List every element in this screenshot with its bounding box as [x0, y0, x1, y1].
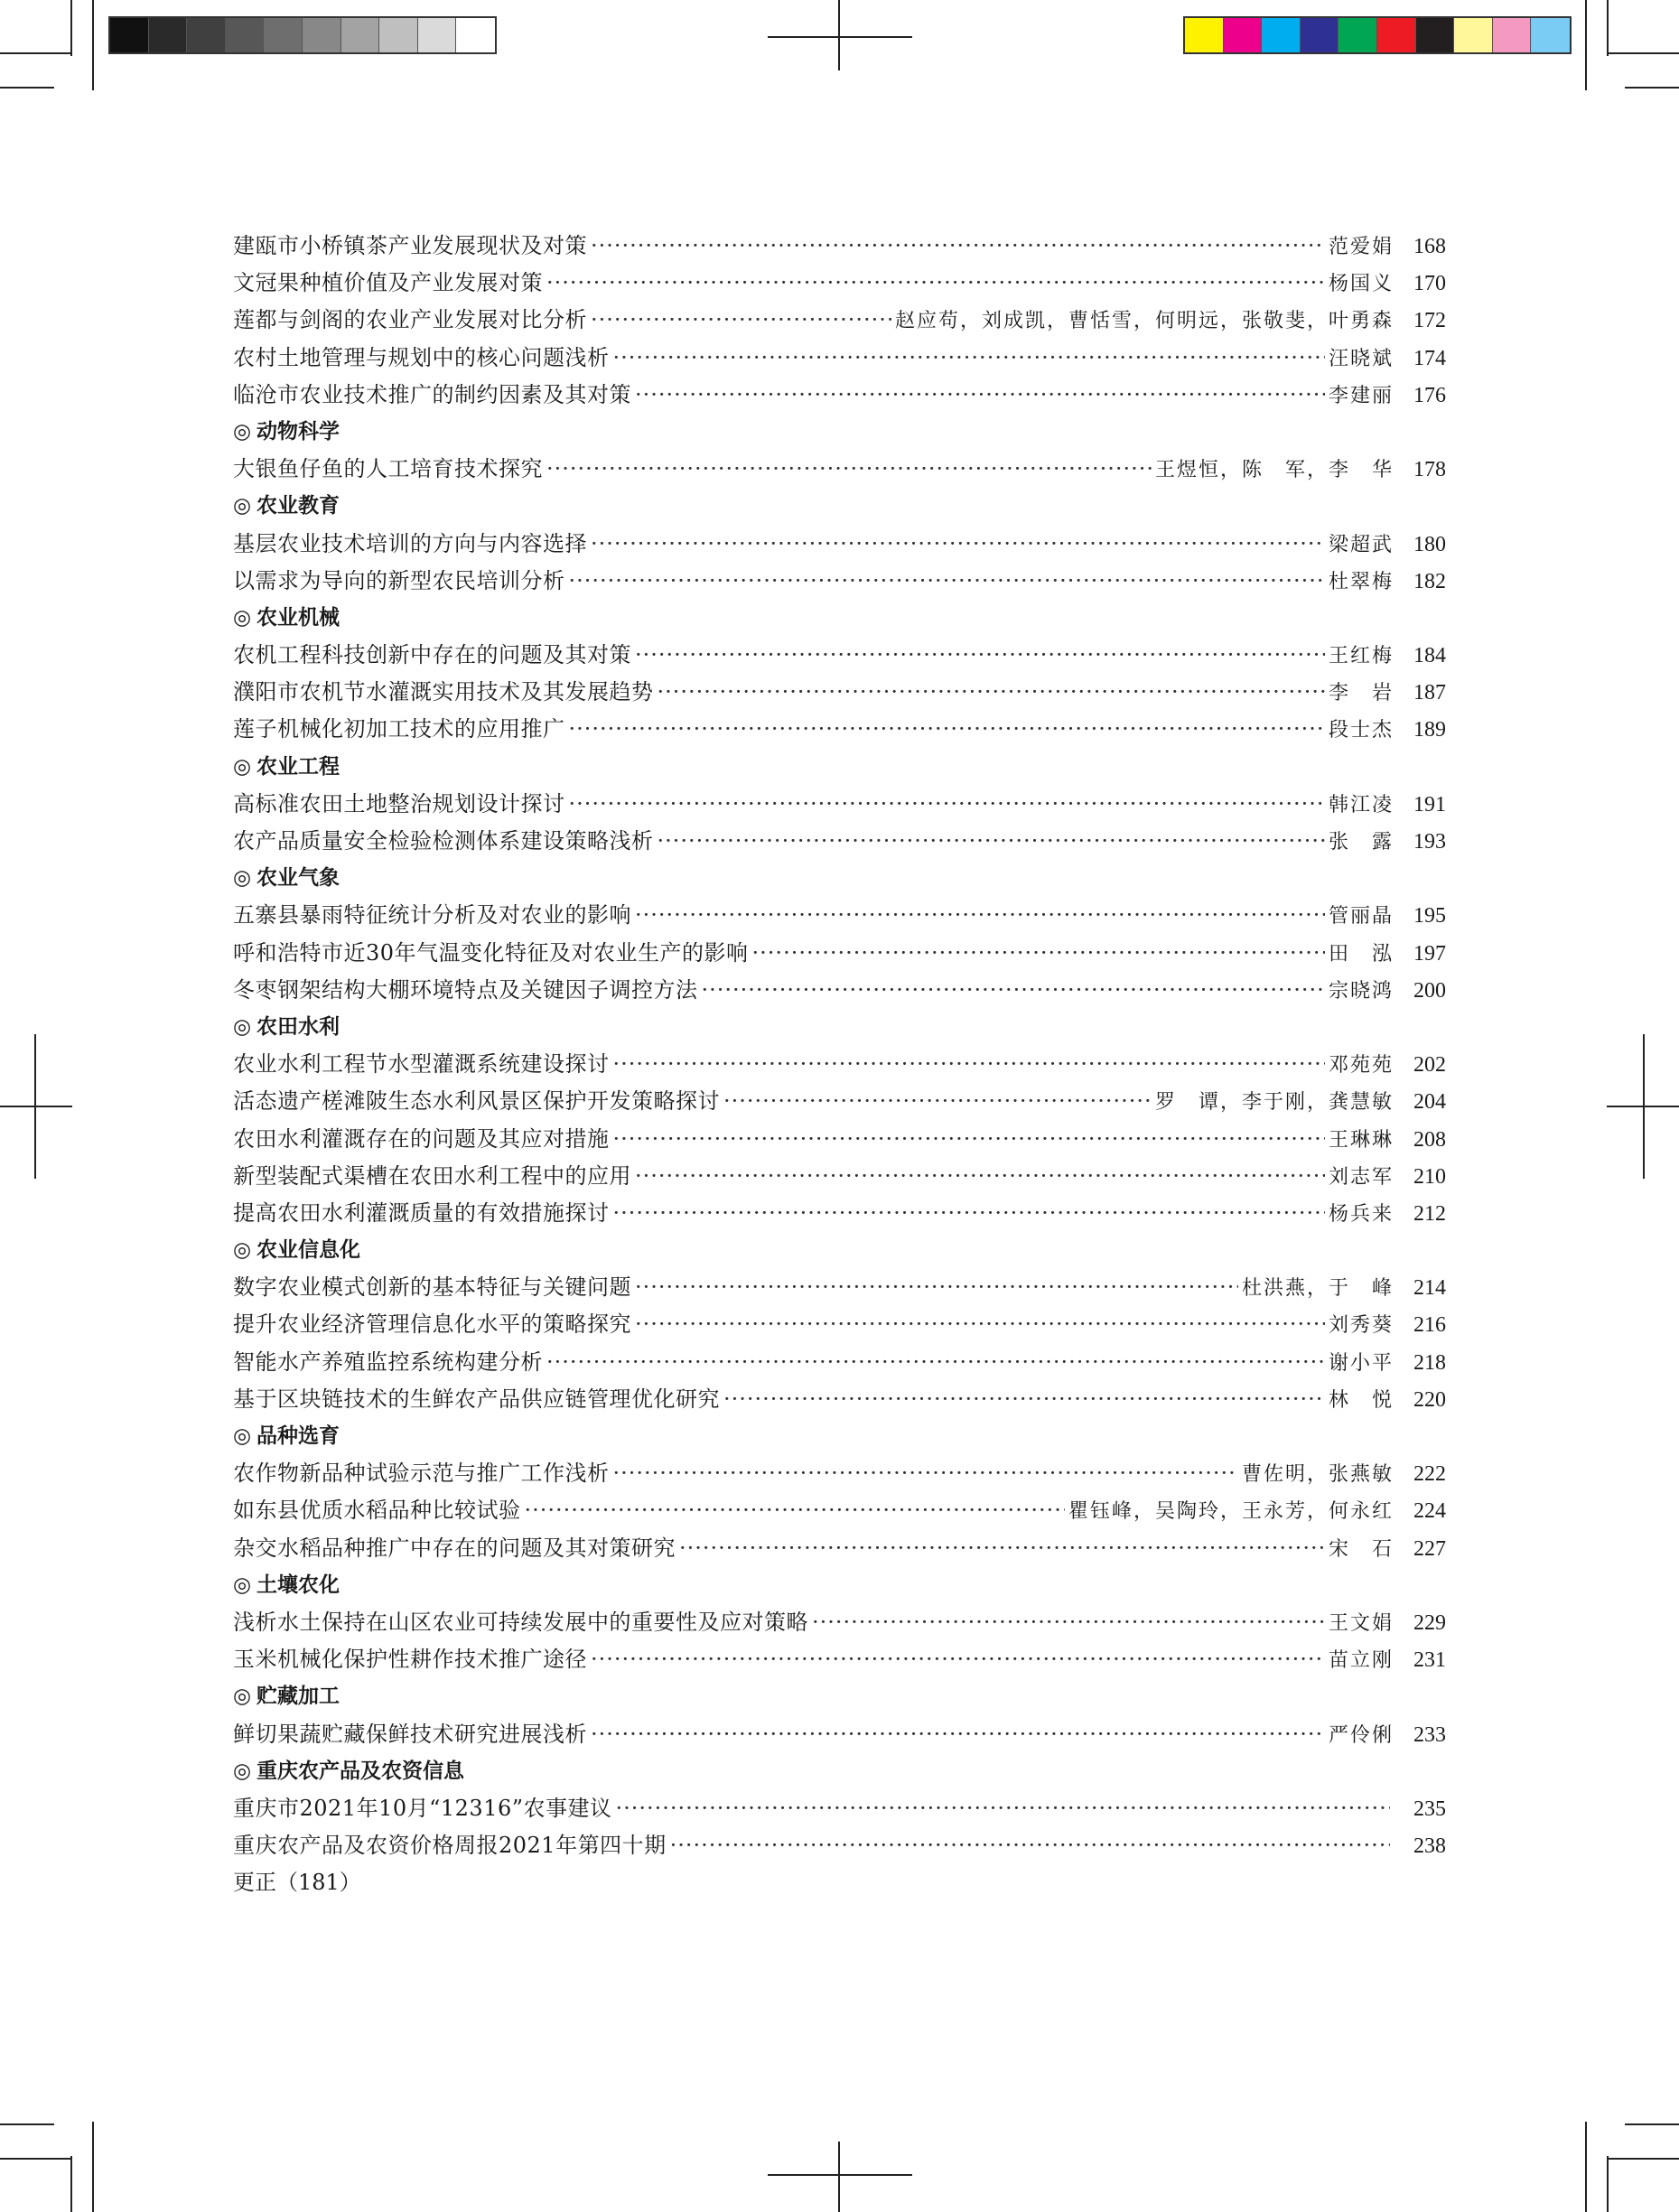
- color-swatch: [1224, 18, 1263, 52]
- page-number: 170: [1413, 272, 1446, 296]
- article-title: 鲜切果蔬贮藏保鲜技术研究进展浅析: [233, 1721, 587, 1747]
- gray-swatch: [456, 18, 495, 52]
- page-number: 197: [1413, 941, 1446, 966]
- article-title: 建瓯市小桥镇茶产业发展现状及对策: [233, 233, 587, 258]
- page-number: 233: [1413, 1722, 1446, 1747]
- article-authors: 谢小平: [1328, 1351, 1394, 1375]
- article-title: 提升农业经济管理信息化水平的策略探究: [233, 1311, 631, 1338]
- section-marker: ◎: [233, 419, 252, 443]
- dot-leader: [635, 1158, 1325, 1195]
- toc-entry: [233, 1344, 1446, 1381]
- dot-leader: [613, 340, 1325, 377]
- toc-entry: [233, 1269, 1446, 1306]
- article-title: 高标准农田土地整治规划设计探讨: [233, 790, 565, 817]
- toc-entry: [233, 1158, 1446, 1195]
- toc-entry: [233, 1716, 1446, 1753]
- article-authors: 林 悦: [1328, 1388, 1394, 1412]
- section-label: 动物科学: [257, 419, 340, 443]
- article-title: 农机工程科技创新中存在的问题及其对策: [233, 642, 631, 668]
- article-authors: 段士杰: [1328, 719, 1394, 742]
- dot-leader: [702, 972, 1325, 1009]
- section-label: 品种选育: [257, 1424, 340, 1448]
- toc-entry: [233, 228, 1446, 265]
- article-title: 杂交水稻品种推广中存在的问题及其对策研究: [233, 1535, 676, 1561]
- toc-entry: [233, 302, 1446, 339]
- color-swatch: [1377, 18, 1416, 52]
- toc-entry: [233, 786, 1446, 823]
- dot-leader: [812, 1604, 1325, 1641]
- page-number: 222: [1413, 1462, 1446, 1487]
- toc-entry: [233, 1530, 1446, 1567]
- article-title: 莲子机械化初加工技术的应用推广: [233, 716, 565, 742]
- page-number: 208: [1413, 1127, 1446, 1152]
- gray-swatch: [226, 18, 265, 52]
- toc-entry: [233, 1604, 1446, 1641]
- gray-swatch: [341, 18, 380, 52]
- table-of-contents: [233, 228, 1446, 1901]
- dot-leader: [635, 637, 1325, 674]
- section-marker: ◎: [233, 1685, 252, 1709]
- toc-entry: [233, 1306, 1446, 1343]
- article-title: 以需求为导向的新型农民培训分析: [233, 567, 565, 593]
- dot-leader: [752, 935, 1325, 972]
- section-marker: ◎: [233, 1238, 252, 1263]
- article-title: 活态遗产槎滩陂生态水利风景区保护开发策略探讨: [233, 1088, 720, 1115]
- dot-leader: [546, 451, 1152, 488]
- article-authors: 刘秀葵: [1328, 1314, 1394, 1338]
- article-title: 如东县优质水稻品种比较试验: [233, 1498, 521, 1524]
- article-title: 农业水利工程节水型灌溉系统建设探讨: [233, 1051, 610, 1078]
- toc-entry: [233, 1455, 1446, 1492]
- page-number: 216: [1413, 1313, 1446, 1338]
- toc-entry: [233, 823, 1446, 860]
- section-heading: [233, 1753, 1446, 1790]
- toc-entry: [233, 526, 1446, 563]
- correction-note: 更正（181）: [233, 1870, 361, 1896]
- section-marker: ◎: [233, 866, 252, 891]
- gray-swatch: [264, 18, 303, 52]
- section-heading: [233, 488, 1446, 525]
- dot-leader: [569, 563, 1325, 600]
- dot-leader: [569, 711, 1325, 748]
- page-number: 187: [1413, 681, 1446, 705]
- page-number: 191: [1413, 792, 1446, 817]
- color-swatch: [1531, 18, 1570, 52]
- page-number: 204: [1413, 1090, 1446, 1115]
- color-swatch: [1339, 18, 1377, 52]
- section-label: 农业气象: [257, 866, 340, 891]
- dot-leader: [723, 1083, 1152, 1120]
- toc-entry: [233, 637, 1446, 674]
- toc-entry: [233, 563, 1446, 600]
- page-number: 189: [1413, 718, 1446, 742]
- toc-entry: [233, 1492, 1446, 1529]
- page-number: 214: [1413, 1276, 1446, 1301]
- article-authors: 邓苑苑: [1328, 1054, 1394, 1078]
- toc-entry: [233, 897, 1446, 934]
- article-authors: 李 岩: [1328, 682, 1394, 705]
- section-heading: [233, 1418, 1446, 1455]
- toc-entry: [233, 1827, 1446, 1864]
- color-swatch: [1301, 18, 1339, 52]
- section-marker: ◎: [233, 1424, 252, 1448]
- article-title: 文冠果种植价值及产业发展对策: [233, 270, 543, 296]
- page-number: 178: [1413, 458, 1446, 482]
- page-number: 220: [1413, 1387, 1446, 1412]
- page-number: 176: [1413, 383, 1446, 407]
- article-title: 冬枣钢架结构大棚环境特点及关键因子调控方法: [233, 976, 698, 1003]
- toc-entry: [233, 674, 1446, 711]
- section-label: 土壤农化: [257, 1573, 340, 1597]
- section-heading: [233, 600, 1446, 637]
- article-title: 提高农田水利灌溉质量的有效措施探讨: [233, 1199, 610, 1226]
- section-label: 贮藏加工: [257, 1685, 340, 1709]
- section-heading: [233, 1567, 1446, 1604]
- article-title: 新型装配式渠槽在农田水利工程中的应用: [233, 1162, 631, 1189]
- toc-entry: [233, 1790, 1446, 1827]
- article-authors: 王文娟: [1328, 1611, 1394, 1635]
- article-authors: 李建丽: [1328, 384, 1394, 407]
- section-label: 农业信息化: [257, 1238, 360, 1263]
- dot-leader: [591, 302, 891, 339]
- article-authors: 范爱娟: [1328, 236, 1394, 258]
- article-authors: 汪晓斌: [1328, 347, 1394, 370]
- page-number: 210: [1413, 1164, 1446, 1189]
- article-authors: 张 露: [1328, 831, 1394, 854]
- article-authors: 管丽晶: [1328, 905, 1394, 929]
- article-authors: 王琳琳: [1328, 1128, 1394, 1152]
- article-title: 呼和浩特市近30年气温变化特征及对农业生产的影响: [233, 939, 749, 966]
- page-number: 174: [1413, 346, 1446, 370]
- section-heading: [233, 749, 1446, 786]
- page-number: 231: [1413, 1648, 1446, 1673]
- article-authors: 韩江凌: [1328, 793, 1394, 817]
- article-authors: 瞿钰峰，吴陶玲，王永芳，何永红: [1068, 1500, 1394, 1524]
- gray-swatch: [110, 18, 149, 52]
- article-authors: 罗 谭，李于刚，龚慧敏: [1154, 1091, 1394, 1115]
- article-title: 重庆市2021年10月“12316”农事建议: [233, 1795, 612, 1821]
- toc-entry: [233, 451, 1446, 488]
- section-marker: ◎: [233, 1014, 252, 1039]
- dot-leader: [613, 1455, 1238, 1492]
- article-authors: 曹佐明，张燕敏: [1241, 1463, 1394, 1487]
- page-number: 202: [1413, 1053, 1446, 1078]
- article-title: 数字农业模式创新的基本特征与关键问题: [233, 1274, 631, 1301]
- article-authors: 刘志军: [1328, 1165, 1394, 1189]
- toc-entry: [233, 972, 1446, 1009]
- dot-leader: [635, 1306, 1325, 1343]
- article-title: 基层农业技术培训的方向与内容选择: [233, 530, 587, 556]
- color-swatch: [1493, 18, 1532, 52]
- dot-leader: [635, 377, 1325, 414]
- dot-leader: [591, 228, 1325, 265]
- section-marker: ◎: [233, 754, 252, 779]
- toc-entry: [233, 711, 1446, 748]
- dot-leader: [525, 1492, 1065, 1529]
- page-number: 172: [1413, 309, 1446, 333]
- article-title: 五寨县暴雨特征统计分析及对农业的影响: [233, 902, 631, 929]
- dot-leader: [591, 1716, 1325, 1753]
- toc-entry: [233, 1381, 1446, 1418]
- page-number: 218: [1413, 1350, 1446, 1375]
- color-calibration-strip: [1183, 16, 1572, 54]
- article-title: 莲都与剑阁的农业产业发展对比分析: [233, 307, 587, 333]
- dot-leader: [591, 526, 1325, 563]
- dot-leader: [635, 1269, 1238, 1306]
- article-authors: 杜翠梅: [1328, 570, 1394, 593]
- article-authors: 杜洪燕，于 峰: [1241, 1277, 1394, 1301]
- section-heading: [233, 1678, 1446, 1715]
- article-authors: 严伶俐: [1328, 1723, 1394, 1747]
- section-marker: ◎: [233, 1573, 252, 1597]
- section-heading: [233, 414, 1446, 451]
- dot-leader: [635, 897, 1325, 934]
- article-title: 濮阳市农机节水灌溉实用技术及其发展趋势: [233, 679, 654, 705]
- dot-leader: [679, 1530, 1325, 1567]
- page-number: 184: [1413, 644, 1446, 668]
- section-label: 重庆农产品及农资信息: [257, 1759, 464, 1783]
- section-label: 农业教育: [257, 494, 340, 518]
- gray-swatch: [379, 18, 418, 52]
- dot-leader: [613, 1195, 1325, 1232]
- dot-leader: [616, 1790, 1390, 1827]
- page-number: 238: [1413, 1834, 1446, 1859]
- page-number: 182: [1413, 569, 1446, 593]
- gray-swatch: [303, 18, 341, 52]
- page-number: 227: [1413, 1536, 1446, 1561]
- article-authors: 宋 石: [1328, 1537, 1394, 1561]
- toc-entry: [233, 1121, 1446, 1158]
- gray-swatch: [418, 18, 457, 52]
- page-number: 195: [1413, 904, 1446, 929]
- article-title: 基于区块链技术的生鲜农产品供应链管理优化研究: [233, 1386, 720, 1412]
- article-title: 浅析水土保持在山区农业可持续发展中的重要性及应对策略: [233, 1609, 808, 1635]
- dot-leader: [613, 1121, 1325, 1158]
- dot-leader: [670, 1827, 1390, 1864]
- toc-entry: [233, 265, 1446, 302]
- article-title: 重庆农产品及农资价格周报2021年第四十期: [233, 1833, 667, 1859]
- dot-leader: [658, 674, 1325, 711]
- toc-entry: [233, 377, 1446, 414]
- section-heading: [233, 1232, 1446, 1269]
- toc-entry: [233, 1046, 1446, 1083]
- page-number: 235: [1413, 1797, 1446, 1821]
- article-authors: 王红梅: [1328, 645, 1394, 668]
- dot-leader: [723, 1381, 1325, 1418]
- dot-leader: [569, 786, 1325, 823]
- page-number: 229: [1413, 1610, 1446, 1635]
- article-authors: 王煜恒，陈 军，李 华: [1154, 459, 1394, 482]
- gray-swatch: [149, 18, 188, 52]
- article-title: 农产品质量安全检验检测体系建设策略浅析: [233, 828, 654, 854]
- dot-leader: [591, 1641, 1325, 1678]
- grayscale-calibration-strip: [108, 16, 497, 54]
- gray-swatch: [187, 18, 226, 52]
- page-number: 168: [1413, 235, 1446, 258]
- page-number: 180: [1413, 532, 1446, 556]
- toc-entry: [233, 1083, 1446, 1120]
- toc-entry: [233, 1641, 1446, 1678]
- color-swatch: [1416, 18, 1455, 52]
- toc-entry: [233, 935, 1446, 972]
- article-authors: 杨国义: [1328, 273, 1394, 296]
- page-number: 212: [1413, 1201, 1446, 1226]
- section-marker: ◎: [233, 1759, 252, 1783]
- section-marker: ◎: [233, 605, 252, 630]
- article-title: 农村土地管理与规划中的核心问题浅析: [233, 344, 610, 370]
- article-authors: 苗立刚: [1328, 1649, 1394, 1673]
- color-swatch: [1262, 18, 1301, 52]
- article-authors: 梁超武: [1328, 533, 1394, 556]
- article-authors: 宗晓鸿: [1328, 979, 1394, 1003]
- page-number: 193: [1413, 830, 1446, 854]
- section-marker: ◎: [233, 494, 252, 518]
- section-label: 农业工程: [257, 754, 340, 779]
- article-title: 农作物新品种试验示范与推广工作浅析: [233, 1461, 610, 1487]
- article-title: 临沧市农业技术推广的制约因素及其对策: [233, 381, 631, 407]
- toc-entry: [233, 340, 1446, 377]
- section-heading: [233, 860, 1446, 897]
- toc-entry: [233, 1195, 1446, 1232]
- article-authors: 杨兵来: [1328, 1202, 1394, 1226]
- article-authors: 田 泓: [1328, 942, 1394, 966]
- dot-leader: [613, 1046, 1325, 1083]
- section-heading: [233, 1009, 1446, 1046]
- article-title: 智能水产养殖监控系统构建分析: [233, 1349, 543, 1375]
- color-swatch: [1454, 18, 1493, 52]
- color-swatch: [1185, 18, 1224, 52]
- article-title: 农田水利灌溉存在的问题及其应对措施: [233, 1125, 610, 1152]
- page-number: 224: [1413, 1499, 1446, 1524]
- dot-leader: [546, 1344, 1325, 1381]
- article-authors: 赵应苟，刘成凯，曹恬雪，何明远，张敬斐，叶勇森: [894, 310, 1394, 333]
- dot-leader: [546, 265, 1325, 302]
- page-number: 200: [1413, 978, 1446, 1003]
- section-label: 农田水利: [257, 1014, 340, 1039]
- article-title: 玉米机械化保护性耕作技术推广途径: [233, 1647, 587, 1673]
- section-label: 农业机械: [257, 605, 340, 630]
- dot-leader: [658, 823, 1325, 860]
- article-title: 大银鱼仔鱼的人工培育技术探究: [233, 456, 543, 482]
